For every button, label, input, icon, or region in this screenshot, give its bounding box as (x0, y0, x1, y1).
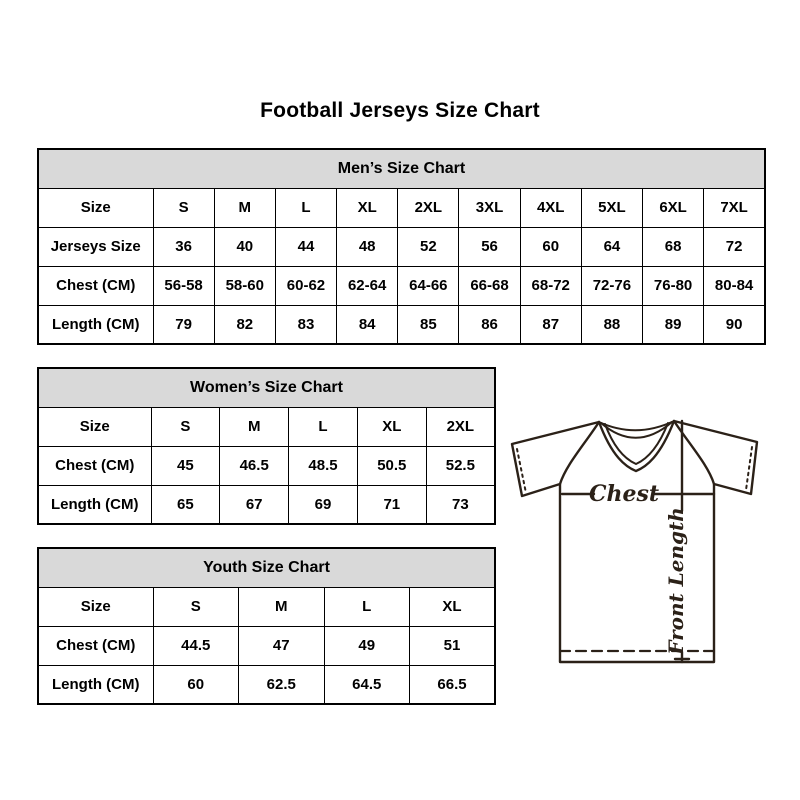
value-cell: 60 (153, 665, 239, 704)
value-cell: 64 (581, 227, 642, 266)
page-title: Football Jerseys Size Chart (260, 99, 540, 122)
table-title: Women’s Size Chart (38, 368, 495, 407)
womens-size-table (37, 367, 496, 525)
value-cell: 60 (520, 227, 581, 266)
value-cell: 85 (398, 305, 459, 344)
row-label-cell: Length (CM) (38, 305, 153, 344)
value-cell: 44 (275, 227, 336, 266)
value-cell: M (220, 407, 289, 446)
value-cell: 4XL (520, 188, 581, 227)
value-cell: 44.5 (153, 626, 239, 665)
value-cell: 86 (459, 305, 520, 344)
value-cell: 56-58 (153, 266, 214, 305)
jersey-outline (512, 421, 757, 662)
value-cell: L (275, 188, 336, 227)
row-label-cell: Size (38, 587, 153, 626)
row-label-cell: Length (CM) (38, 665, 153, 704)
value-cell: S (153, 188, 214, 227)
value-cell: 36 (153, 227, 214, 266)
value-cell: 2XL (398, 188, 459, 227)
value-cell: 65 (151, 485, 220, 524)
value-cell: 67 (220, 485, 289, 524)
value-cell: 3XL (459, 188, 520, 227)
jersey-illustration (494, 409, 772, 699)
value-cell: XL (410, 587, 496, 626)
value-cell: 60-62 (275, 266, 336, 305)
value-cell: 6XL (643, 188, 704, 227)
value-cell: 72 (704, 227, 765, 266)
value-cell: 48.5 (289, 446, 358, 485)
value-cell: 84 (337, 305, 398, 344)
value-cell: 76-80 (643, 266, 704, 305)
table-row (38, 266, 765, 305)
value-cell: 49 (324, 626, 410, 665)
value-cell: 90 (704, 305, 765, 344)
value-cell: 89 (643, 305, 704, 344)
value-cell: L (324, 587, 410, 626)
value-cell: 69 (289, 485, 358, 524)
value-cell: 40 (214, 227, 275, 266)
value-cell: 56 (459, 227, 520, 266)
value-cell: 87 (520, 305, 581, 344)
value-cell: 58-60 (214, 266, 275, 305)
value-cell: 68 (643, 227, 704, 266)
value-cell: 7XL (704, 188, 765, 227)
value-cell: 2XL (426, 407, 495, 446)
value-cell: 71 (357, 485, 426, 524)
value-cell: 82 (214, 305, 275, 344)
table-row (38, 188, 765, 227)
mens-size-table (37, 148, 766, 345)
value-cell: 5XL (581, 188, 642, 227)
value-cell: 51 (410, 626, 496, 665)
chest-label: Chest (588, 481, 660, 507)
value-cell: XL (357, 407, 426, 446)
collar-inner-v (605, 423, 668, 464)
value-cell: 83 (275, 305, 336, 344)
table-row (38, 305, 765, 344)
row-label-cell: Chest (CM) (38, 266, 153, 305)
row-label-cell: Chest (CM) (38, 446, 151, 485)
value-cell: 52 (398, 227, 459, 266)
value-cell: 68-72 (520, 266, 581, 305)
front-length-label: Front Length (664, 507, 688, 655)
value-cell: 50.5 (357, 446, 426, 485)
value-cell: 62-64 (337, 266, 398, 305)
table-row (38, 227, 765, 266)
value-cell: 52.5 (426, 446, 495, 485)
row-label-cell: Jerseys Size (38, 227, 153, 266)
row-label-cell: Chest (CM) (38, 626, 153, 665)
value-cell: S (153, 587, 239, 626)
value-cell: M (239, 587, 325, 626)
table-row (38, 665, 495, 704)
value-cell: 64.5 (324, 665, 410, 704)
value-cell: 64-66 (398, 266, 459, 305)
row-label-cell: Size (38, 188, 153, 227)
value-cell: M (214, 188, 275, 227)
value-cell: 45 (151, 446, 220, 485)
row-label-cell: Length (CM) (38, 485, 151, 524)
table-row (38, 407, 495, 446)
value-cell: 73 (426, 485, 495, 524)
value-cell: L (289, 407, 358, 446)
value-cell: 79 (153, 305, 214, 344)
value-cell: 66-68 (459, 266, 520, 305)
table-title: Youth Size Chart (38, 548, 495, 587)
jersey-measurement-diagram (494, 409, 772, 699)
youth-size-table (37, 547, 496, 705)
value-cell: 66.5 (410, 665, 496, 704)
table-row (38, 446, 495, 485)
value-cell: 47 (239, 626, 325, 665)
value-cell: 80-84 (704, 266, 765, 305)
value-cell: XL (337, 188, 398, 227)
value-cell: 88 (581, 305, 642, 344)
value-cell: 72-76 (581, 266, 642, 305)
table-row (38, 626, 495, 665)
table-row (38, 587, 495, 626)
value-cell: 48 (337, 227, 398, 266)
value-cell: 62.5 (239, 665, 325, 704)
value-cell: 46.5 (220, 446, 289, 485)
value-cell: S (151, 407, 220, 446)
table-title: Men’s Size Chart (38, 149, 765, 188)
row-label-cell: Size (38, 407, 151, 446)
table-row (38, 485, 495, 524)
